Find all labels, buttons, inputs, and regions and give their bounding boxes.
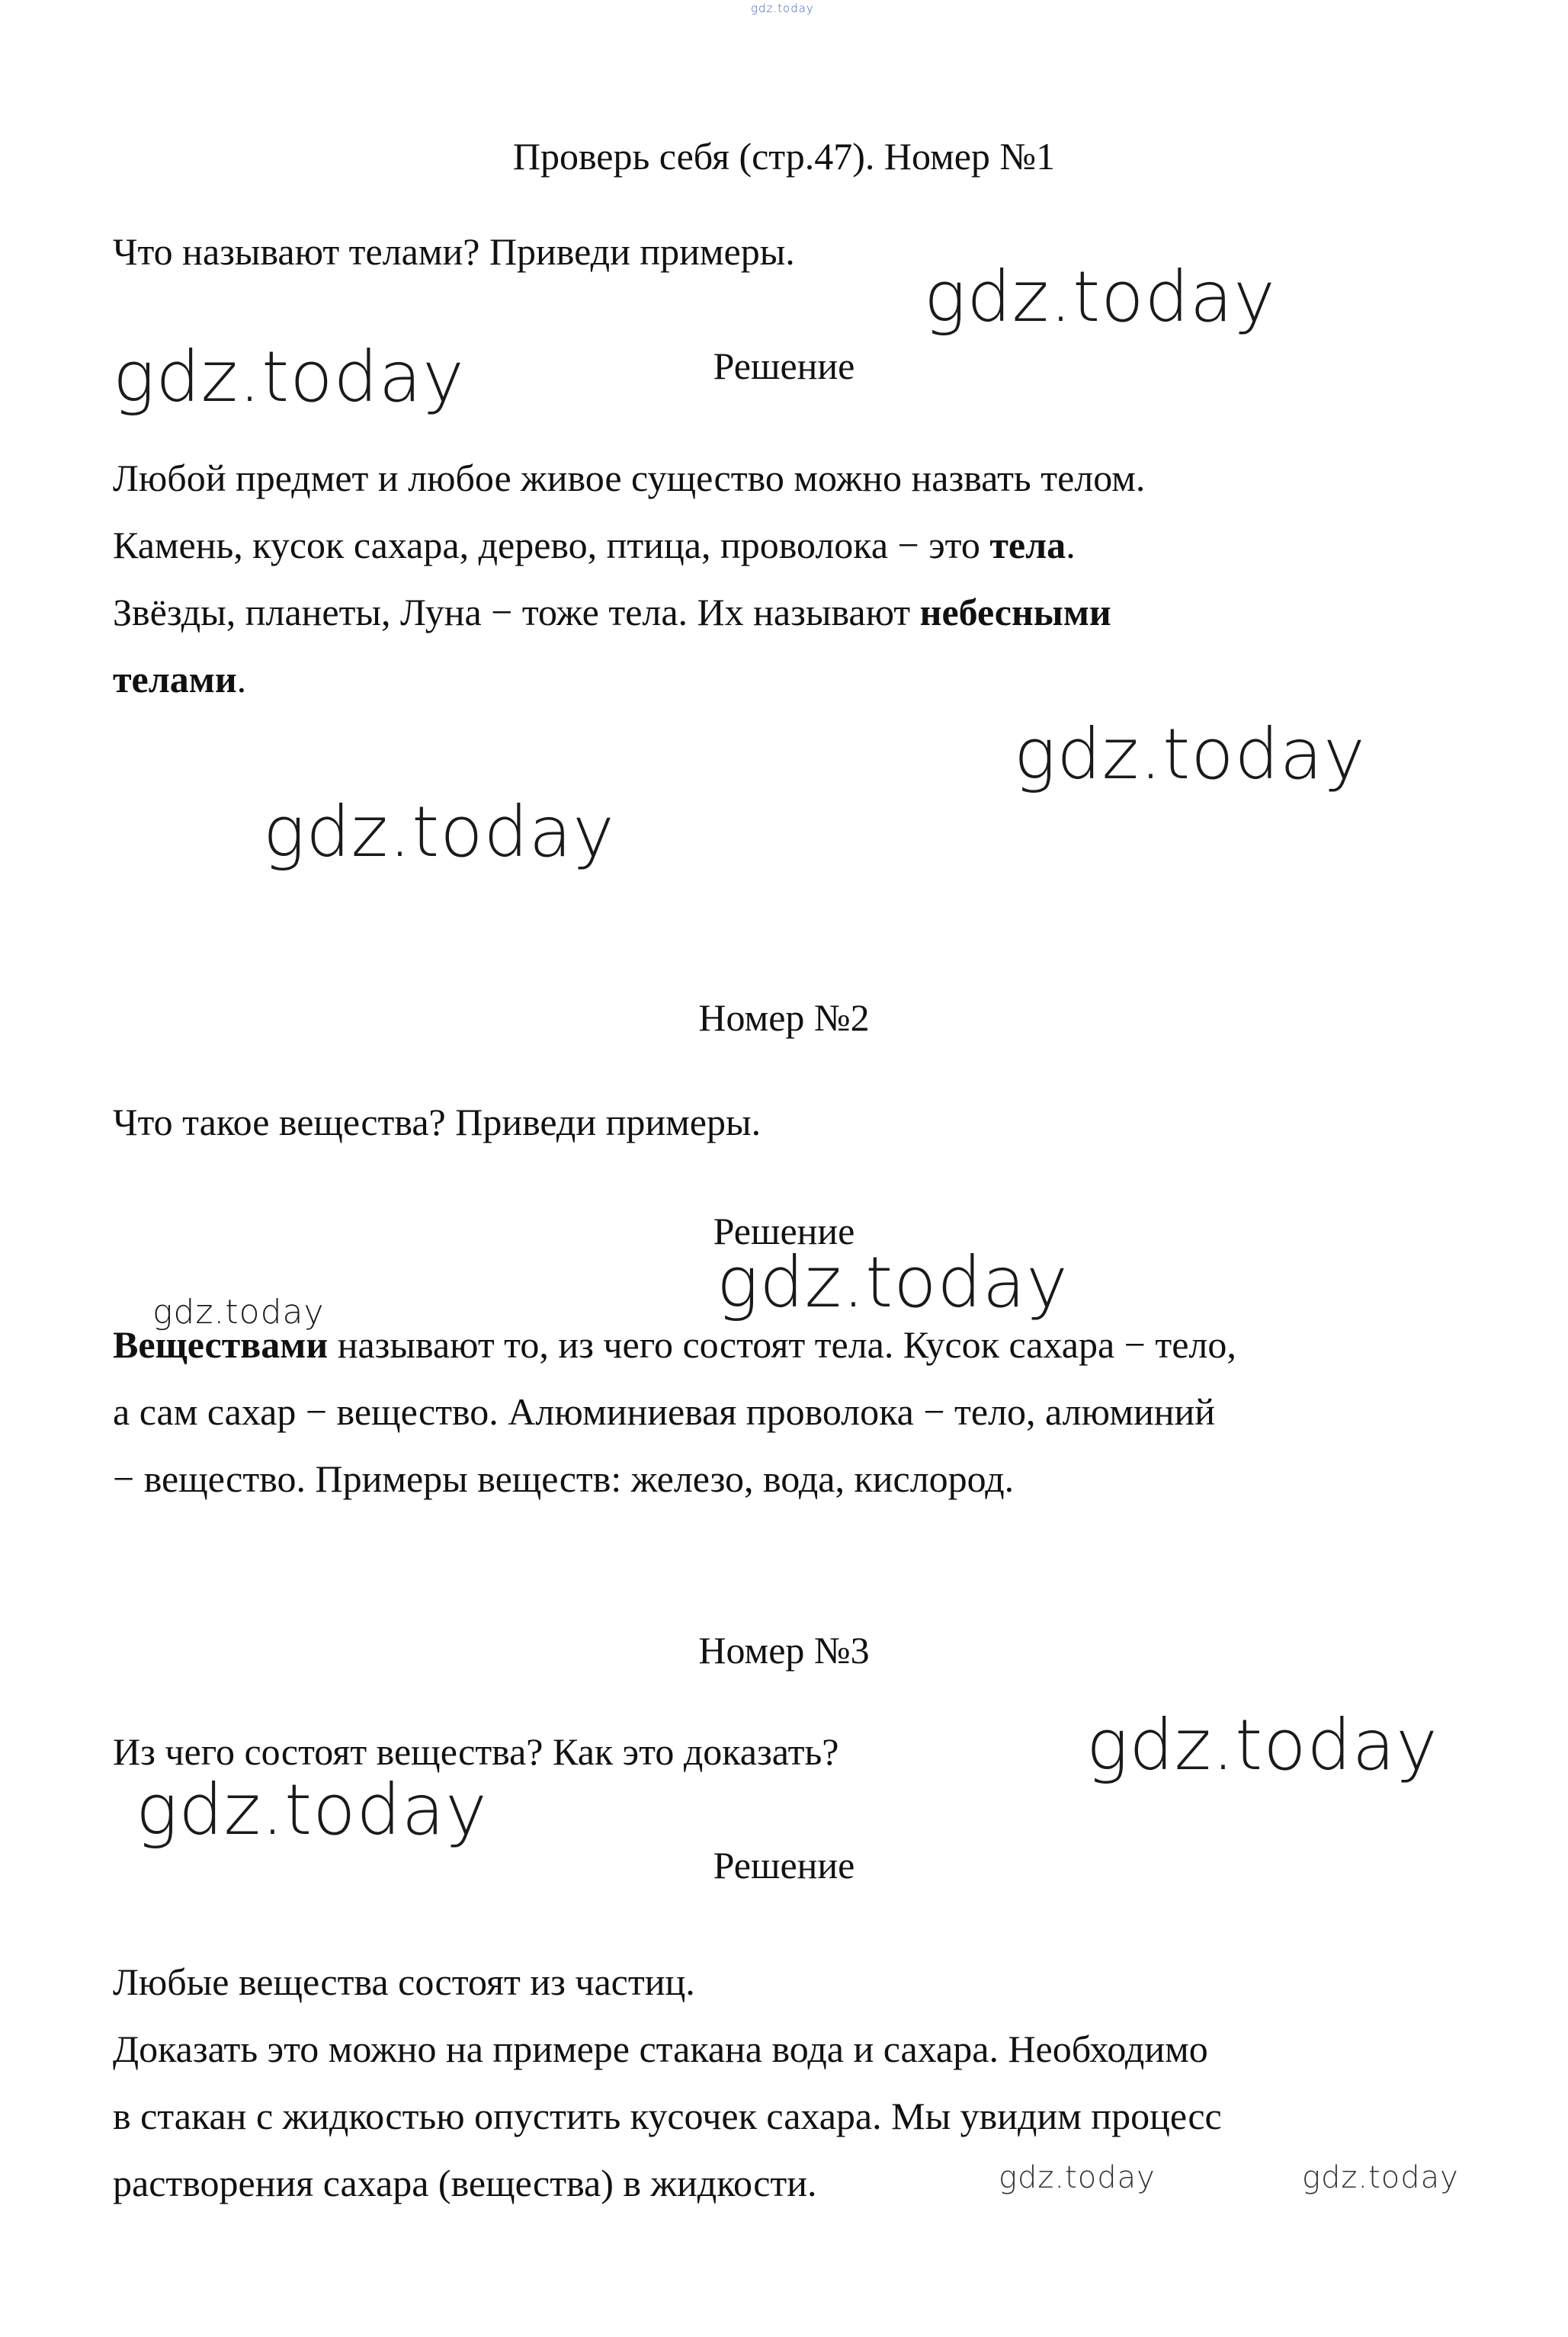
answer-1-line-2: Камень, кусок сахара, дерево, птица, проволока − это тела. [113,524,1076,566]
watermark-8: gdz.today [136,1769,488,1851]
page-title: Проверь себя (стр.47). Номер №1 [512,135,1056,178]
term-celestial-bodies: телами [113,658,237,700]
watermark-7: gdz.today [1086,1704,1438,1786]
answer-3-line-3: в стакан с жидкостью опустить кусочек сахара. Мы увидим процесс [113,2095,1222,2137]
section-2-title: Номер №2 [698,996,870,1039]
answer-2-line-3: − вещество. Примеры веществ: железо, вода, кислород. [113,1457,1015,1500]
section-3-title: Номер №3 [698,1629,870,1672]
watermark-6: gdz.today [152,1293,325,1332]
answer-3-line-4: растворения сахара (вещества) в жидкости. [113,2162,817,2204]
question-3: Из чего состоят вещества? Как это доказать? [113,1730,839,1773]
answer-1 [113,444,1500,713]
answer-1-line-1: Любой предмет и любое живое существо можно назвать телом. [113,457,1146,499]
term-celestial: небесными [919,591,1111,633]
answer-3 [113,1948,1500,2217]
watermark-4: gdz.today [263,791,615,873]
watermark-5: gdz.today [717,1242,1069,1323]
question-2: Что такое вещества? Приведи примеры. [113,1101,762,1143]
question-1: Что называют телами? Приведи примеры. [113,230,795,273]
answer-2-line-1: Веществами называют то, из чего состоят тела. Кусок сахара − тело, [113,1323,1236,1366]
answer-1-line-4: телами. [113,658,247,700]
answer-1-line-3: Звёзды, планеты, Луна − тоже тела. Их называют небесными [113,591,1111,633]
answer-2-line-2: а сам сахар − вещество. Алюминиевая проволока − тело, алюминий [113,1390,1215,1433]
term-substances: Веществами [113,1323,329,1366]
watermark-9: gdz.today [999,2160,1156,2195]
watermark-2: gdz.today [113,336,465,418]
solution-label-1: Решение [713,345,855,387]
answer-3-line-2: Доказать это можно на примере стакана вода и сахара. Необходимо [113,2028,1208,2070]
solution-label-2: Решение [713,1210,855,1252]
answer-3-line-1: Любые вещества состоят из частиц. [113,1960,695,2003]
watermark-3: gdz.today [1014,713,1366,795]
answer-2 [113,1311,1500,1512]
watermark-10: gdz.today [1302,2160,1459,2195]
watermark-1: gdz.today [924,256,1276,338]
solution-label-3: Решение [713,1844,855,1887]
term-bodies: тела [989,524,1066,566]
watermark-top: gdz.today [751,2,814,15]
